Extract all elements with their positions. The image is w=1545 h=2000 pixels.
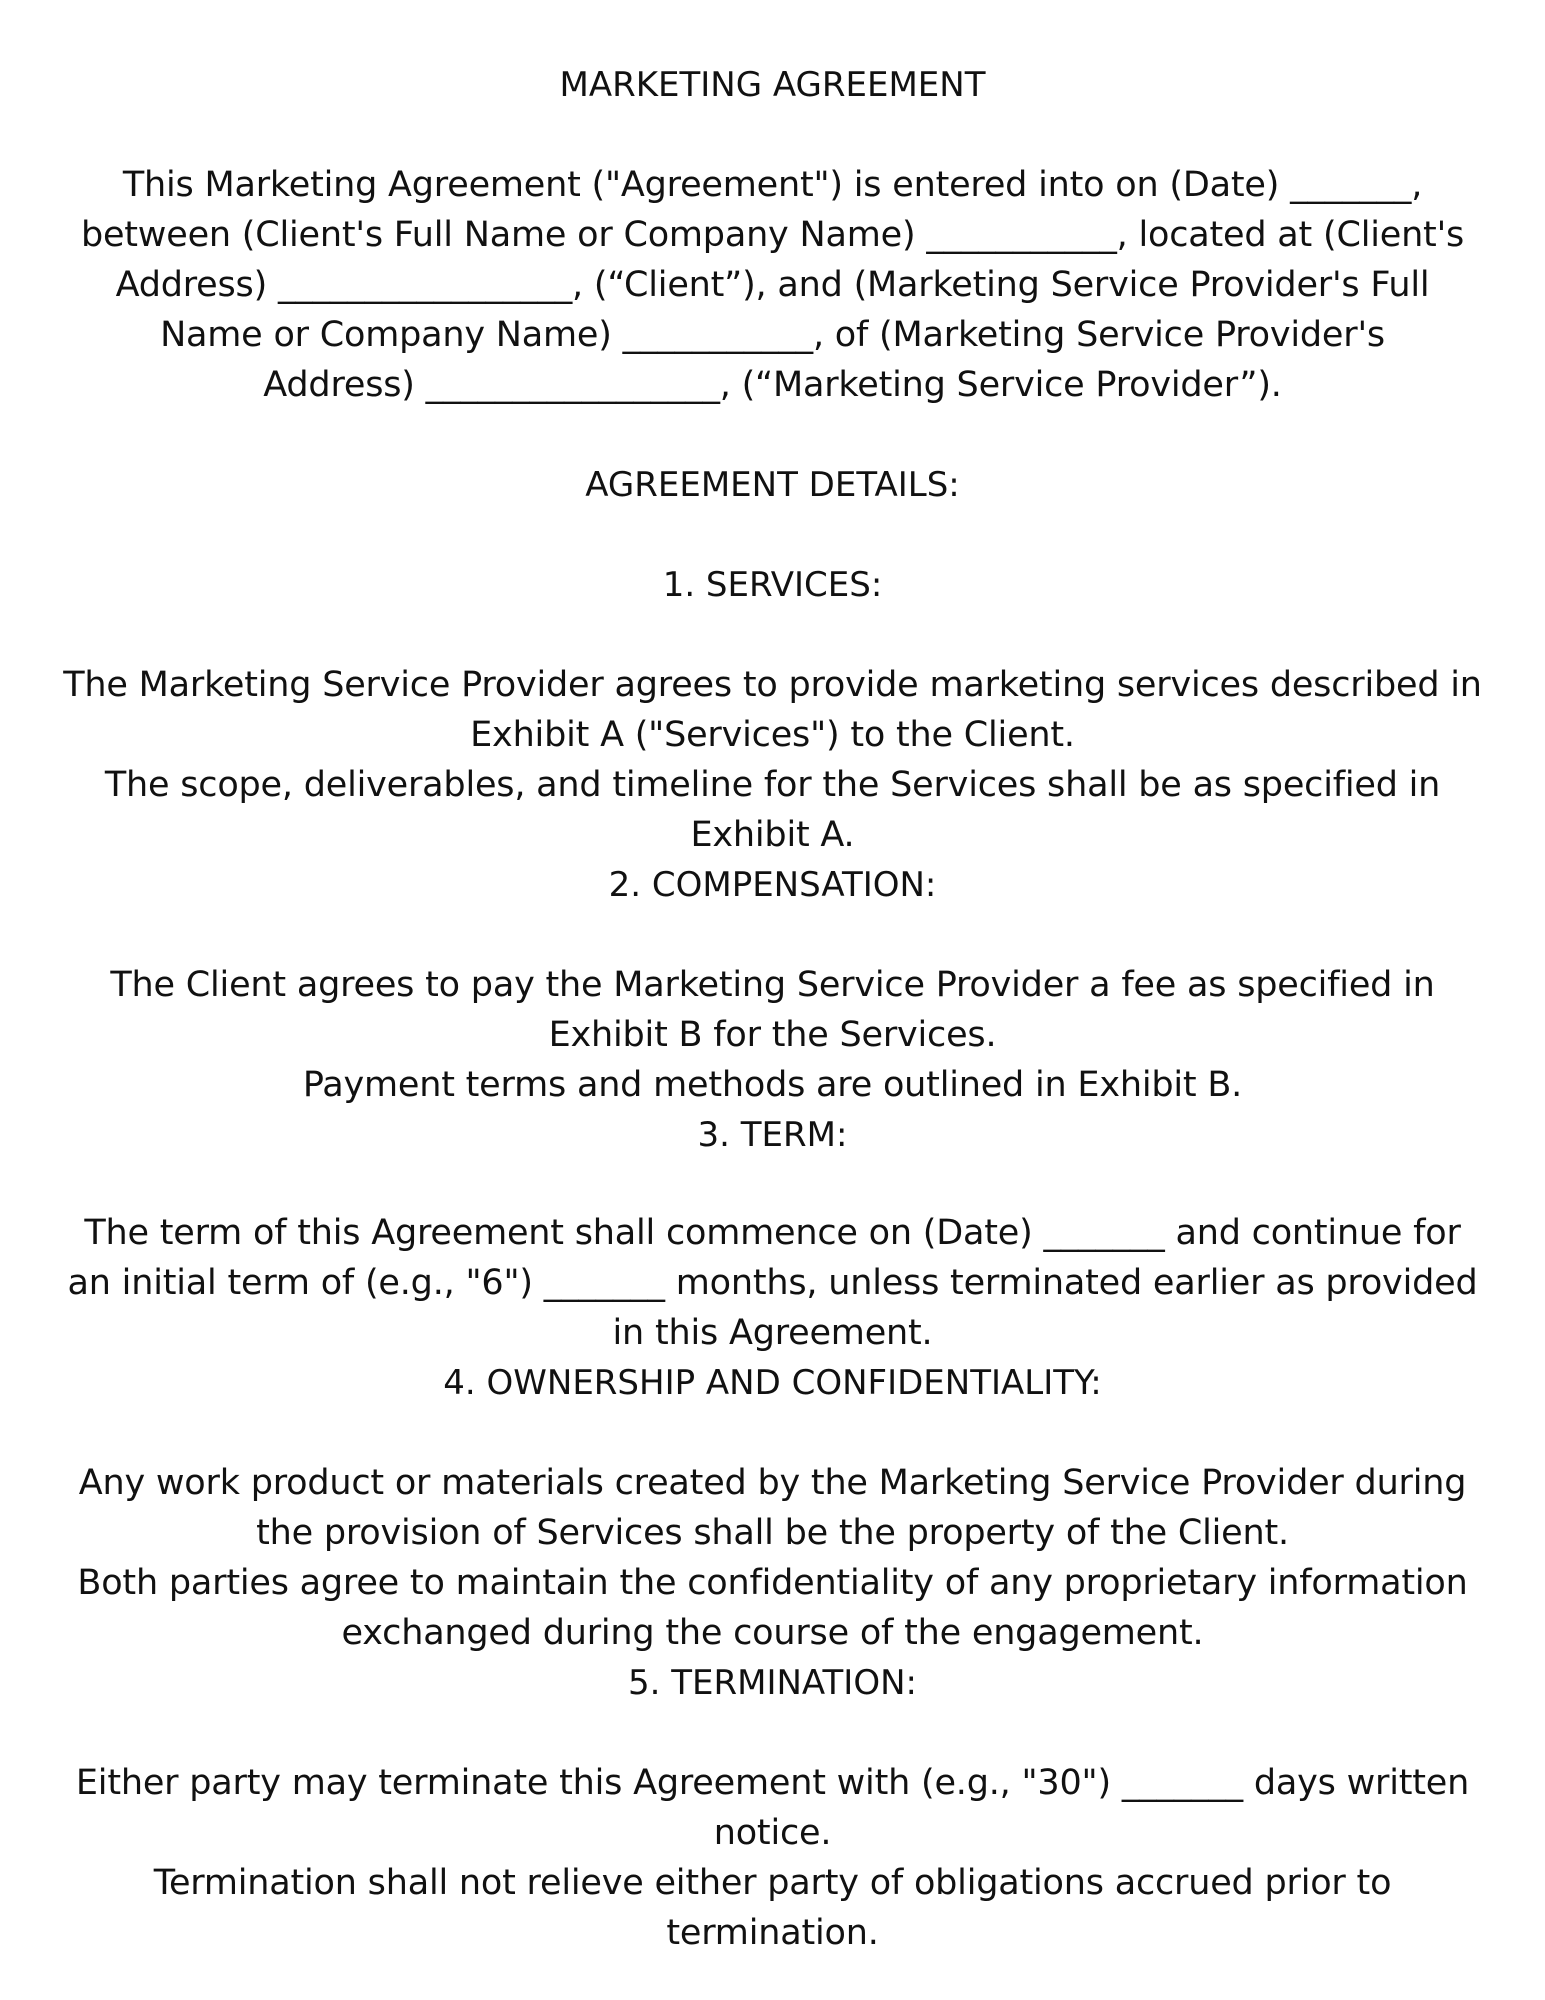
intro-line-1: This Marketing Agreement ("Agreement") is entered into on (Date) _______, xyxy=(122,165,1423,205)
section-line: in this Agreement. xyxy=(612,1313,933,1353)
section-line: The Marketing Service Provider agrees to provide marketing services described in xyxy=(63,665,1482,705)
section-line: Exhibit A ("Services") to the Client. xyxy=(470,715,1075,755)
section-line: The scope, deliverables, and timeline for the Services shall be as specified in xyxy=(104,765,1441,805)
document-title: MARKETING AGREEMENT xyxy=(559,65,986,105)
section-line: Payment terms and methods are outlined in Exhibit B. xyxy=(302,1065,1243,1105)
section-line: exchanged during the course of the engagement. xyxy=(341,1613,1204,1653)
section-heading-ownership: 4. OWNERSHIP AND CONFIDENTIALITY: xyxy=(443,1363,1102,1403)
section-line: The Client agrees to pay the Marketing Service Provider a fee as specified in xyxy=(110,965,1435,1005)
section-line: termination. xyxy=(666,1913,879,1953)
section-line: an initial term of (e.g., "6") _______ months, unless terminated earlier as provided xyxy=(67,1263,1478,1303)
section-line: Exhibit A. xyxy=(690,815,855,855)
section-line: the provision of Services shall be the property of the Client. xyxy=(256,1513,1289,1553)
intro-line-4: Name or Company Name) ___________, of (Marketing Service Provider's xyxy=(160,315,1385,355)
intro-line-3: Address) _________________, (“Client”), and (Marketing Service Provider's Full xyxy=(115,265,1430,305)
section-heading-services: 1. SERVICES: xyxy=(662,565,883,605)
section-line: The term of this Agreement shall commence on (Date) _______ and continue for xyxy=(84,1213,1461,1253)
section-line: notice. xyxy=(713,1813,832,1853)
agreement-details-heading: AGREEMENT DETAILS: xyxy=(585,465,960,505)
intro-line-5: Address) _________________, (“Marketing Service Provider”). xyxy=(263,365,1282,405)
section-line: Any work product or materials created by the Marketing Service Provider during xyxy=(78,1463,1467,1503)
section-line: Either party may terminate this Agreement with (e.g., "30") _______ days written xyxy=(75,1763,1470,1803)
section-line: Exhibit B for the Services. xyxy=(548,1015,997,1055)
intro-line-2: between (Client's Full Name or Company Name) ___________, located at (Client's xyxy=(80,215,1465,255)
section-line: Termination shall not relieve either party of obligations accrued prior to xyxy=(153,1863,1392,1903)
section-heading-compensation: 2. COMPENSATION: xyxy=(608,865,937,905)
section-heading-term: 3. TERM: xyxy=(697,1115,848,1155)
section-heading-termination: 5. TERMINATION: xyxy=(628,1663,917,1703)
section-line: Both parties agree to maintain the confidentiality of any proprietary information xyxy=(77,1563,1468,1603)
